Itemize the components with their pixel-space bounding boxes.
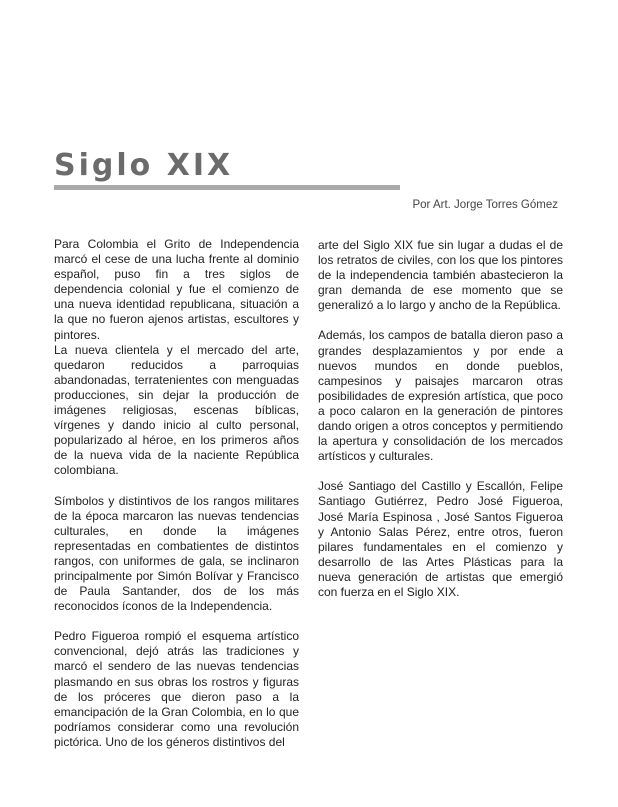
author-byline: Por Art. Jorge Torres Gómez — [412, 199, 558, 211]
paragraph: arte del Siglo XIX fue sin lugar a dudas el de los retratos de civiles, con los que los pintores de la independencia también abastecieron la gran demanda de ese momento que se generalizó a lo largo y ancho de la República. — [318, 238, 563, 313]
right-column — [318, 238, 563, 600]
paragraph: Para Colombia el Grito de Independencia marcó el cese de una lucha frente al dominio español, puso fin a tres siglos de dependencia colonial y fue el comienzo de una nueva identidad republicana, situación a la que no fueron ajenos artistas, escultores y pintores. — [54, 237, 299, 342]
paragraph: Símbolos y distintivos de los rangos militares de la época marcaron las nuevas tendencias culturales, en donde la imágenes representadas en combatientes de distintos rangos, con uniformes de gala, se inclinaron principalmente por Simón Bolívar y Francisco de Paula Santander, dos de los más reconocidos íconos de la Independencia. — [54, 493, 299, 614]
paragraph: Además, los campos de batalla dieron paso a grandes desplazamientos y por ende a nuevos mundos en donde pueblos, campesinos y paisajes marcaron otras posibilidades de expresión artística, que poco a poco calaron en la generación de pintores dando origen a otros conceptos y permitiendo la apertura y consolidación de los mercados artísticos y culturales. — [318, 328, 563, 464]
title-underline — [54, 185, 400, 190]
paragraph: Pedro Figueroa rompió el esquema artístico convencional, dejó atrás las tradiciones y marcó el sendero de las nuevas tendencias plasmando en sus obras los rostros y figuras de los próceres que dieron paso a la emancipación de la Gran Colombia, en lo que podríamos considerar como una revolución pictórica. Uno de los géneros distintivos del — [54, 629, 299, 749]
paragraph: La nueva clientela y el mercado del arte, quedaron reducidos a parroquias abandonadas, terratenientes con menguadas producciones, sin dejar la producción de imágenes religiosas, escenas bíblicas, vírgenes y dando inicio al culto personal, popularizado al héroe, en los primeros años de la nueva vida de la naciente República colombiana. — [54, 342, 299, 478]
left-column — [54, 237, 299, 750]
article-title: Siglo XIX — [54, 148, 234, 183]
paragraph: José Santiago del Castillo y Escallón, Felipe Santiago Gutiérrez, Pedro José Figueroa, José María Espinosa , José Santos Figueroa y Antonio Salas Pérez, entre otros, fueron pilares fundamentales en el comienzo y desarrollo de las Artes Plásticas para la nueva generación de artistas que emergió con fuerza en el Siglo XIX. — [318, 479, 563, 599]
